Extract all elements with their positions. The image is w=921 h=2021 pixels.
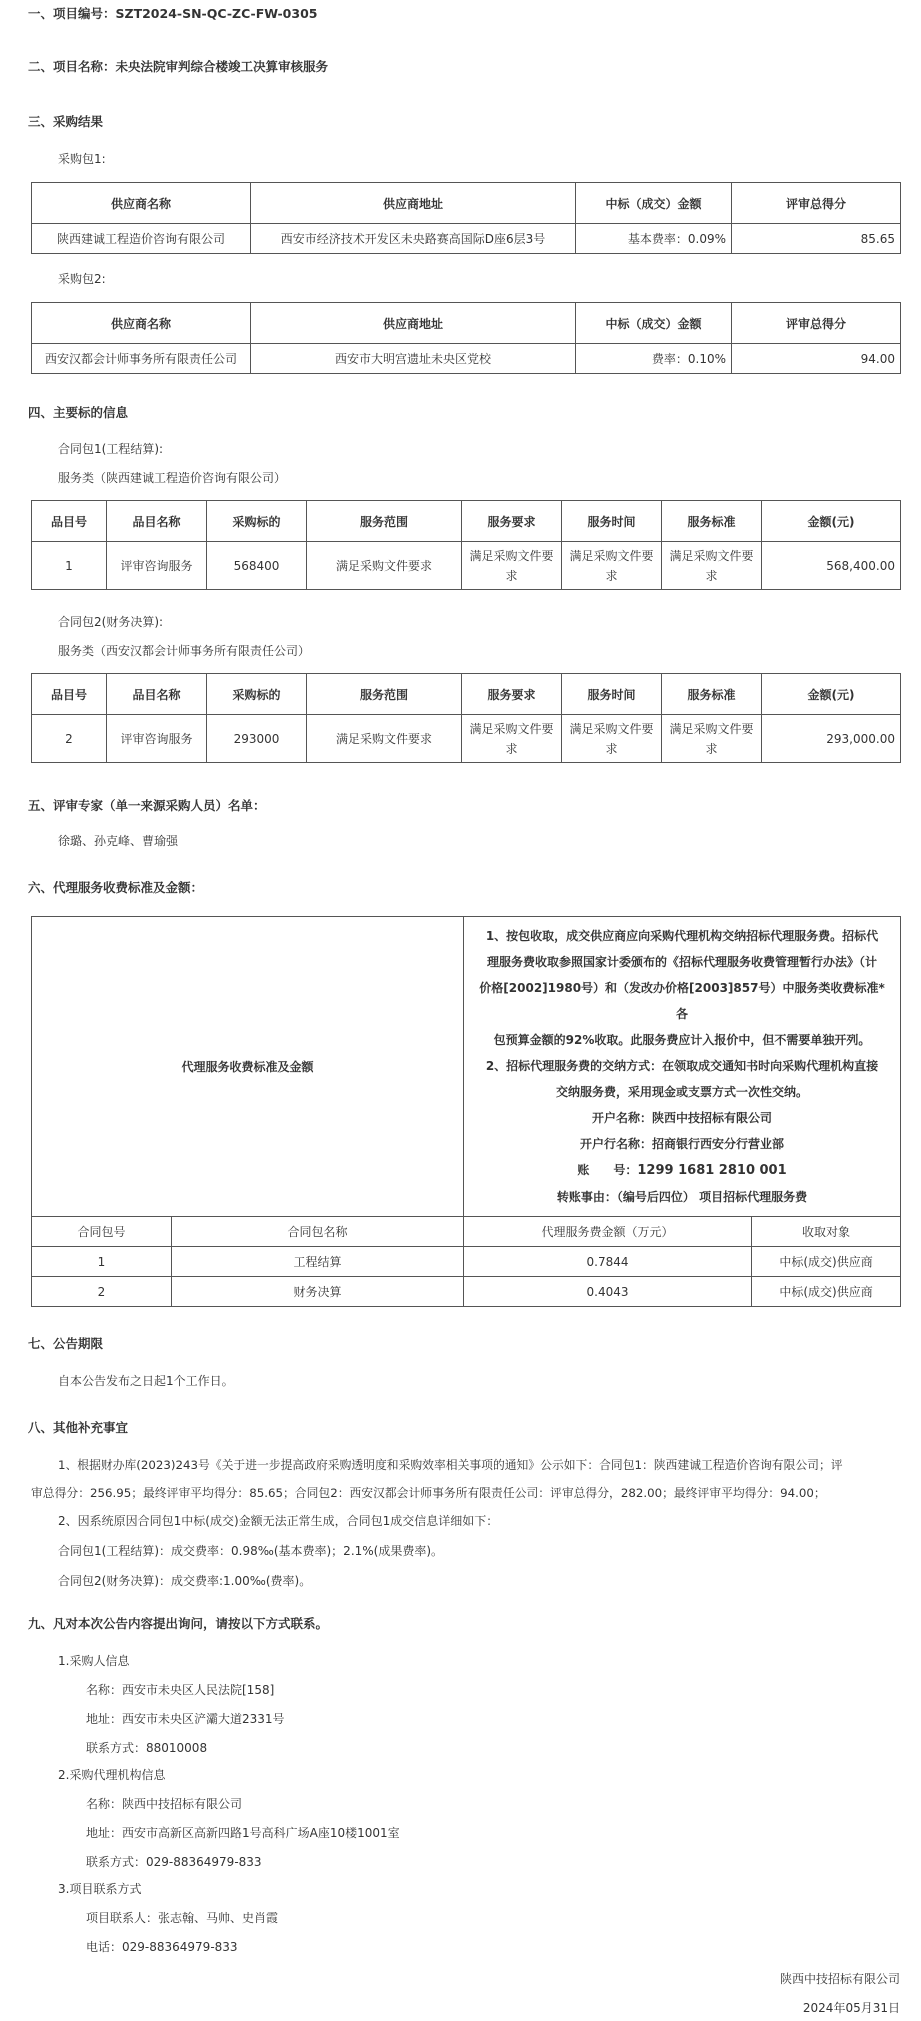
footer-date: 2024年05月31日	[802, 2001, 900, 2015]
contract1-table	[31, 500, 901, 590]
header-contract-no: 合同包号	[32, 1217, 172, 1247]
score: 85.65	[732, 224, 901, 254]
supplementary-heading: 八、其他补充事宜	[28, 1420, 129, 1435]
scope: 满足采购文件要求	[307, 542, 462, 590]
header-supplier-address: 供应商地址	[251, 183, 576, 224]
header-scope: 服务范围	[307, 501, 462, 542]
item-no: 2	[32, 715, 107, 763]
table-header-row	[32, 501, 901, 542]
contract2-label: 合同包2(财务决算):	[58, 615, 164, 629]
project-number-label: 一、项目编号：	[28, 6, 116, 21]
bid-amount: 基本费率：0.09%	[576, 224, 732, 254]
main-target-heading: 四、主要标的信息	[28, 405, 129, 420]
contract2-type: 服务类（西安汉都会计师事务所有限责任公司）	[58, 644, 311, 658]
supplementary-contract2-rate: 合同包2(财务决算)：成交费率:1.00‰(费率)。	[58, 1574, 312, 1588]
agency-info-title: 2.采购代理机构信息	[58, 1768, 166, 1782]
fee-standard-detail	[464, 917, 901, 1217]
header-score: 评审总得分	[732, 183, 901, 224]
package2-table	[31, 302, 901, 374]
header-supplier-address: 供应商地址	[251, 303, 576, 344]
fee-amount: 0.7844	[464, 1247, 752, 1277]
supplementary-contract1-rate: 合同包1(工程结算)：成交费率：0.98‰(基本费率)；2.1%(成果费率)。	[58, 1544, 444, 1558]
header-contract-name: 合同包名称	[172, 1217, 464, 1247]
footer-organization: 陕西中技招标有限公司	[779, 1972, 900, 1986]
contract-name: 工程结算	[172, 1247, 464, 1277]
agency-phone: 联系方式：029-88364979-833	[86, 1855, 262, 1869]
header-item-no: 品目号	[32, 501, 107, 542]
announcement-period-text: 自本公告发布之日起1个工作日。	[58, 1374, 234, 1388]
supplementary-item-1-line-a: 1、根据财办库(2023)243号《关于进一步提高政府采购透明度和采购效率相关事项的通知》公示如下：合同包1：陕西建诚工程造价咨询有限公司；评	[58, 1458, 843, 1472]
table-row	[32, 344, 901, 374]
service-time: 满足采购文件要求	[562, 542, 662, 590]
fee-rule-1-line-d: 包预算金额的92%收取。此服务费应计入报价中，但不需要单独开列。	[493, 1033, 871, 1047]
package1-table	[31, 182, 901, 254]
standard: 满足采购文件要求	[662, 715, 762, 763]
fee-rule-2-line-a: 2、招标代理服务费的交纳方式：在领取成交通知书时向采购代理机构直接	[485, 1059, 879, 1073]
supplier-name: 陕西建诚工程造价咨询有限公司	[32, 224, 251, 254]
agency-address: 地址：西安市高新区高新四路1号高科广场A座10楼1001室	[86, 1826, 400, 1840]
table-header-row	[32, 1217, 901, 1247]
header-score: 评审总得分	[732, 303, 901, 344]
fee-standard-label: 代理服务收费标准及金额	[32, 917, 464, 1217]
target: 293000	[207, 715, 307, 763]
project-contact-phone: 电话：029-88364979-833	[86, 1940, 238, 1954]
purchaser-phone: 联系方式：88010008	[86, 1741, 208, 1755]
header-standard: 服务标准	[662, 674, 762, 715]
purchaser-info-title: 1.采购人信息	[58, 1654, 130, 1668]
amount: 293,000.00	[762, 715, 901, 763]
project-name: 二、项目名称：未央法院审判综合楼竣工决算审核服务	[28, 59, 329, 74]
fee-rule-1-line-a: 1、按包收取，成交供应商应向采购代理机构交纳招标代理服务费。招标代	[485, 929, 879, 943]
fee-rule-1-line-c: 价格[2002]1980号）和（发改办价格[2003]857号）中服务类收费标准*各	[479, 981, 885, 1021]
table-row	[32, 1247, 901, 1277]
table-row	[32, 224, 901, 254]
supplementary-item-1-line-b: 审总得分：256.95；最终评审平均得分：85.65；合同包2：西安汉都会计师事务所有限责任公司：评审总得分，282.00；最终评审平均得分：94.00；	[31, 1486, 826, 1500]
header-target: 采购标的	[207, 674, 307, 715]
supplier-address: 西安市经济技术开发区未央路赛高国际D座6层3号	[251, 224, 576, 254]
experts-heading: 五、评审专家（单一来源采购人员）名单：	[28, 798, 266, 813]
announcement-period-heading: 七、公告期限	[28, 1336, 104, 1351]
header-supplier-name: 供应商名称	[32, 303, 251, 344]
header-amount: 金额(元)	[762, 674, 901, 715]
package1-label: 采购包1:	[58, 152, 106, 166]
account-number-label: 账 号：	[577, 1163, 638, 1177]
header-fee-amount: 代理服务费金额（万元）	[464, 1217, 752, 1247]
header-item-name: 品目名称	[107, 501, 207, 542]
project-contact-title: 3.项目联系方式	[58, 1882, 142, 1896]
fee-standard-row	[32, 917, 901, 1217]
contract2-table	[31, 673, 901, 763]
bank-name: 开户行名称：招商银行西安分行营业部	[580, 1137, 785, 1151]
requirement: 满足采购文件要求	[462, 715, 562, 763]
table-row	[32, 542, 901, 590]
fee-rule-2-line-b: 交纳服务费，采用现金或支票方式一次性交纳。	[556, 1085, 809, 1099]
header-item-name: 品目名称	[107, 674, 207, 715]
payer: 中标(成交)供应商	[752, 1247, 901, 1277]
purchaser-address: 地址：西安市未央区浐灞大道2331号	[86, 1712, 285, 1726]
item-no: 1	[32, 542, 107, 590]
header-requirement: 服务要求	[462, 501, 562, 542]
procurement-result-heading: 三、采购结果	[28, 114, 104, 129]
item-name: 评审咨询服务	[107, 542, 207, 590]
contract1-label: 合同包1(工程结算):	[58, 442, 164, 456]
account-number	[474, 1157, 890, 1184]
experts-names: 徐璐、孙克峰、曹瑜强	[58, 834, 179, 848]
table-header-row	[32, 674, 901, 715]
header-supplier-name: 供应商名称	[32, 183, 251, 224]
supplier-address: 西安市大明宫遗址未央区党校	[251, 344, 576, 374]
header-target: 采购标的	[207, 501, 307, 542]
contract1-type: 服务类（陕西建诚工程造价咨询有限公司）	[58, 471, 287, 485]
payer: 中标(成交)供应商	[752, 1277, 901, 1307]
table-row	[32, 715, 901, 763]
contract-no: 2	[32, 1277, 172, 1307]
project-number	[28, 4, 317, 22]
contract-name: 财务决算	[172, 1277, 464, 1307]
fee-rule-1-line-b: 理服务费收取参照国家计委颁布的《招标代理服务收费管理暂行办法》（计	[487, 955, 878, 969]
header-amount: 金额(元)	[762, 501, 901, 542]
package2-label: 采购包2:	[58, 272, 106, 286]
requirement: 满足采购文件要求	[462, 542, 562, 590]
fee-rule-1	[474, 923, 890, 1053]
table-header-row	[32, 303, 901, 344]
header-requirement: 服务要求	[462, 674, 562, 715]
agency-name: 名称：陕西中技招标有限公司	[86, 1797, 243, 1811]
table-header-row	[32, 183, 901, 224]
bid-amount: 费率：0.10%	[576, 344, 732, 374]
score: 94.00	[732, 344, 901, 374]
header-payer: 收取对象	[752, 1217, 901, 1247]
account-name: 开户名称：陕西中技招标有限公司	[592, 1111, 773, 1125]
scope: 满足采购文件要求	[307, 715, 462, 763]
agency-fee-heading: 六、代理服务收费标准及金额：	[28, 880, 204, 895]
amount: 568,400.00	[762, 542, 901, 590]
service-time: 满足采购文件要求	[562, 715, 662, 763]
purchaser-name: 名称：西安市未央区人民法院[158]	[86, 1683, 275, 1697]
fee-amount: 0.4043	[464, 1277, 752, 1307]
contract-no: 1	[32, 1247, 172, 1277]
target: 568400	[207, 542, 307, 590]
header-scope: 服务范围	[307, 674, 462, 715]
project-number-value: SZT2024-SN-QC-ZC-FW-0305	[115, 6, 318, 21]
transfer-reason: 转账事由：（编号后四位） 项目招标代理服务费	[556, 1190, 808, 1204]
header-bid-amount: 中标（成交）金额	[576, 303, 732, 344]
item-name: 评审咨询服务	[107, 715, 207, 763]
header-item-no: 品目号	[32, 674, 107, 715]
header-standard: 服务标准	[662, 501, 762, 542]
supplier-name: 西安汉都会计师事务所有限责任公司	[32, 344, 251, 374]
supplementary-item-2: 2、因系统原因合同包1中标(成交)金额无法正常生成，合同包1成交信息详细如下：	[58, 1514, 499, 1528]
table-row	[32, 1277, 901, 1307]
fee-rule-2	[474, 1053, 890, 1210]
standard: 满足采购文件要求	[662, 542, 762, 590]
header-time: 服务时间	[562, 674, 662, 715]
header-bid-amount: 中标（成交）金额	[576, 183, 732, 224]
header-time: 服务时间	[562, 501, 662, 542]
project-contact-people: 项目联系人：张志翰、马帅、史肖霞	[86, 1911, 279, 1925]
agency-fee-table	[31, 916, 901, 1307]
account-number-value: 1299 1681 2810 001	[637, 1163, 787, 1178]
contact-heading: 九、凡对本次公告内容提出询问，请按以下方式联系。	[28, 1616, 329, 1631]
